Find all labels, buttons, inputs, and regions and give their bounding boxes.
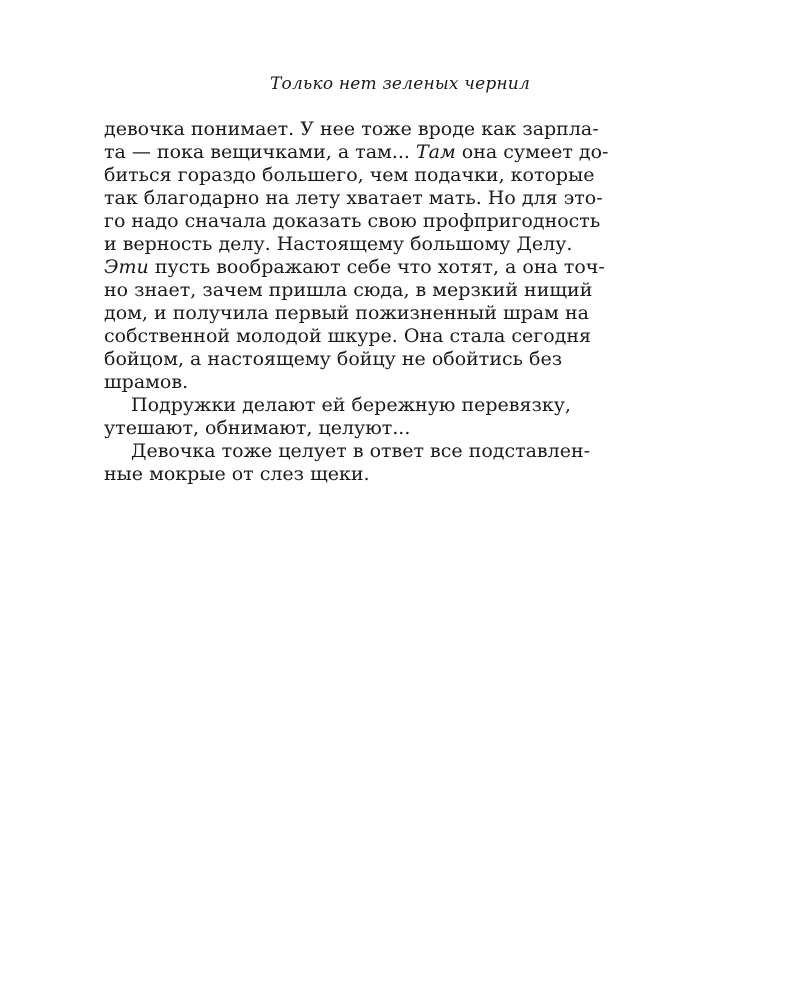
text-span: та — пока вещичками, а там... xyxy=(104,141,416,163)
text-line: собственной молодой шкуре. Она стала сегодня xyxy=(104,325,592,347)
text-line: девочка понимает. У нее тоже вроде как зарпла- xyxy=(104,118,599,140)
text-line: бойцом, а настоящему бойцу не обойтись без xyxy=(104,348,563,370)
text-line xyxy=(104,141,650,164)
text-line: но знает, зачем пришла сюда, в мерзкий нищий xyxy=(104,279,593,301)
running-head: Только нет зеленых чернил xyxy=(270,74,530,94)
text-line xyxy=(104,256,650,279)
text-line: так благодарно на лету хватает мать. Но для это- xyxy=(104,187,603,209)
body-text xyxy=(104,118,650,486)
text-line: дом, и получила первый пожизненный шрам на xyxy=(104,302,589,324)
paragraph-2 xyxy=(104,394,650,440)
paragraph-3 xyxy=(104,440,650,486)
emphasis-word: Эти xyxy=(104,256,149,278)
text-span: она сумеет до- xyxy=(455,141,609,163)
text-line: Подружки делают ей бережную перевязку, xyxy=(131,394,571,416)
text-line: утешают, обнимают, целуют... xyxy=(104,417,411,439)
paragraph-1 xyxy=(104,118,650,394)
text-line: биться гораздо большего, чем подачки, которые xyxy=(104,164,595,186)
text-line: го надо сначала доказать свою профпригодность xyxy=(104,210,601,232)
text-line: Девочка тоже целует в ответ все подставлен- xyxy=(131,440,591,462)
text-line: шрамов. xyxy=(104,371,189,393)
text-span: пусть воображают себе что хотят, а она точ- xyxy=(148,256,605,278)
text-line: ные мокрые от слез щеки. xyxy=(104,463,370,485)
text-line: и верность делу. Настоящему большому Делу. xyxy=(104,233,573,255)
emphasis-word: Там xyxy=(415,141,456,163)
